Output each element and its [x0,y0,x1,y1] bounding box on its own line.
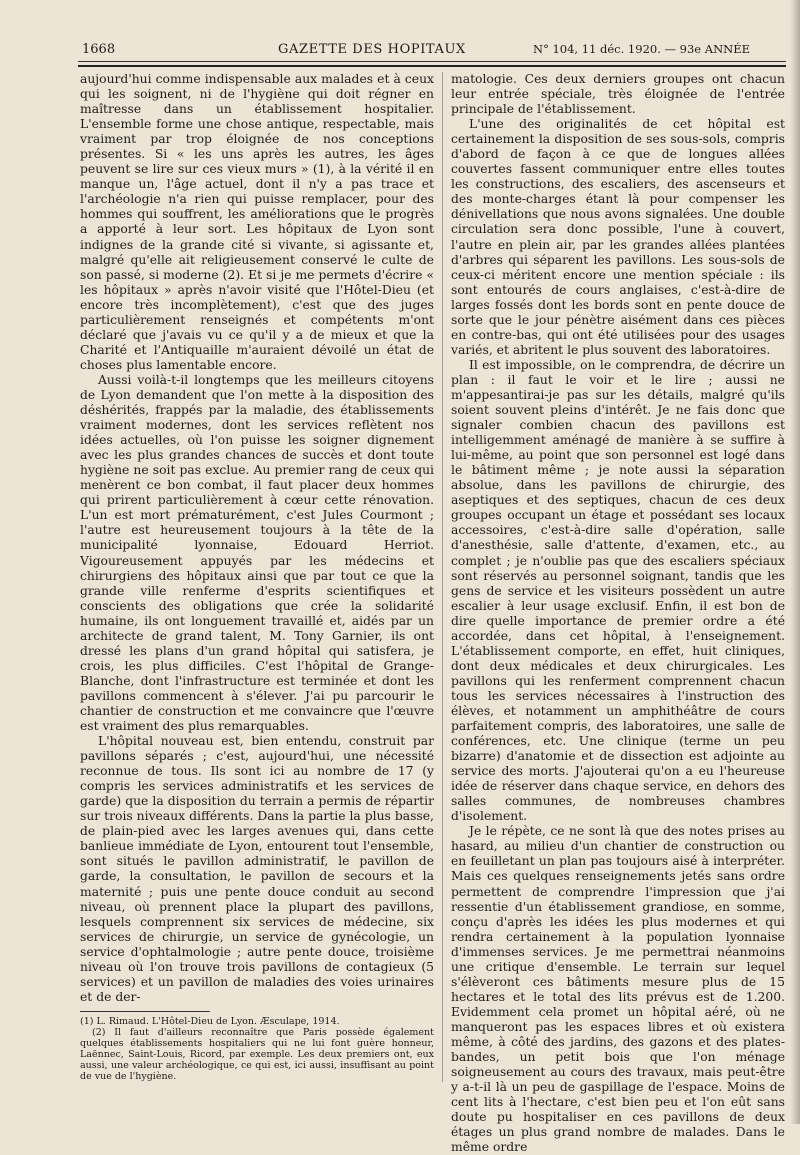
paragraph: Aussi voilà-t-il longtemps que les meilleurs citoyens de Lyon demandent que l'on mette à la disposition des déshérités, frappés par la maladie, des établissements vraiment modernes, dont les services reflètent nos idées actuelles, où l'on puisse les soigner dignement avec les plus grandes chances de succès et dont toute hygiène ne soit pas exclue. Au premier rang de ceux qui menèrent ce bon combat, il faut placer deux hommes qui prirent particulièrement à cœur cette rénovation. L'un est mort prématurément, c'est Jules Courmont ; l'autre est heureusement toujours à la tête de la municipalité lyonnaise, Edouard Herriot. Vigoureusement appuyés par les médecins et chirurgiens des hôpitaux ainsi que par tout ce que la grande ville renferme d'esprits scientifiques et conscients des obligations que crée la solidarité humaine, ils ont longuement travaillé et, aidés par un architecte de grand talent, M. Tony Garnier, ils ont dressé les plans d'un grand hôpital qui satisfera, je crois, les plus difficiles. C'est l'hôpital de Grange-Blanche, dont l'infrastructure est terminée et dont les pavillons commencent à s'élever. J'ai pu parcourir le chantier de construction et me convaincre que l'œuvre est vraiment des plus remarquables. [80,372,434,734]
footnote: (2) Il faut d'ailleurs reconnaître que Paris possède également quelques établissements hospitaliers qui ne lui font guère honneur, Laënnec, Saint-Louis, Ricord, par exemple. Les deux premiers ont, eux aussi, une valeur archéologique, ce qui est, ici aussi, insuffisant au point de vue de l'hygiène. [80,1026,434,1082]
footnote: (1) L. Rimaud. L'Hôtel-Dieu de Lyon. Æsculape, 1914. [80,1015,340,1027]
paragraph: L'hôpital nouveau est, bien entendu, construit par pavillons séparés ; c'est, aujourd'hui, une nécessité reconnue de tous. Ils sont ici au nombre de 17 (y compris les services administratifs et les services de garde) que la disposition du terrain a permis de répartir sur trois niveaux différents. Dans la partie la plus basse, de plain-pied avec les larges avenues qui, dans cette banlieue immédiate de Lyon, entourent tout l'ensemble, sont situés le pavillon administratif, le pavillon de garde, la consultation, le pavillon de secours et la maternité ; puis une pente douce conduit au second niveau, où prennent place la plupart des pavillons, lesquels comprennent six services de médecine, six services de chirurgie, un service de gynécologie, un service d'ophtalmologie ; autre pente douce, troisième niveau où l'on trouve trois pavillons de contagieux (5 services) et un pavillon de maladies des voies urinaires et de der- [80,734,434,1004]
paragraph: Je le répète, ce ne sont là que des notes prises au hasard, au milieu d'un chantier de construction ou en feuilletant un plan pas toujours aisé à interpréter. Mais ces quelques renseignements jetés sans ordre permettent de comprendre l'impression que j'ai ressentie d'un établissement grandiose, en somme, conçu d'après les idées les plus modernes et qui rendra certainement à la population lyonnaise d'immenses services. Je me permettrai néanmoins une critique d'ensemble. Le terrain sur lequel s'élèveront ces bâtiments mesure plus de 15 hectares et le total des lits prévus est de 1.200. Evidemment cela promet un hôpital aéré, où ne manqueront pas les espaces libres et où existera même, à côté des jardins, des gazons et des plates-bandes, un petit bois que l'on ménage soigneusement au cours des travaux, mais peut-être y a-t-il là un peu de gaspillage de l'espace. Moins de cent lits à l'hectare, c'est bien peu et l'on eût sans doute pu hospitaliser en ces pavillons de deux étages un plus grand nombre de malades. Dans le même ordre [451,824,785,1155]
footnote-rule [80,1011,210,1012]
footnotes [80,1016,434,1082]
right-column [451,72,785,1155]
left-column [80,72,434,1082]
issue-info: N° 104, 11 déc. 1920. — 93e ANNÉE [533,42,750,56]
journal-title: GAZETTE DES HOPITAUX [278,42,466,57]
paragraph: L'une des originalités de cet hôpital est certainement la disposition de ses sous-sols, compris d'abord de façon à ce que de longues allées couvertes fassent communiquer entre elles toutes les constructions, des escaliers, des ascenseurs et des monte-charges étant là pour compenser les dénivellations que nous avons signalées. Une double circulation sera donc possible, l'une à couvert, l'autre en plein air, par les grandes allées plantées d'arbres qui séparent les pavillons. Les sous-sols de ceux-ci méritent encore une mention spéciale : ils sont entourés de cours anglaises, c'est-à-dire de larges fossés dont les bords sont en pente douce de sorte que le jour pénètre aisément dans ces pièces en contre-bas, qui ont été utilisées pour des usages variés, et abritent le plus souvent des laboratoires. [451,117,785,357]
page-header [78,38,786,62]
column-divider [442,72,443,1082]
page-edge-shadow [790,0,800,1124]
paragraph: aujourd'hui comme indispensable aux malades et à ceux qui les soignent, ni de l'hygiène qui doit régner en maîtresse dans un établissement hospitalier. L'ensemble forme une chose antique, respectable, mais vraiment par trop éloignée de nos conceptions présentes. Si « les uns après les autres, les âges peuvent se lire sur ces vieux murs » (1), à la vérité il en manque un, l'âge actuel, dont il n'y a pas trace et l'archéologie n'a rien qui puisse remplacer, pour des hommes qui souffrent, les améliorations que le progrès a apporté à leur sort. Les hôpitaux de Lyon sont indignes de la grande cité si vivante, si agissante et, malgré qu'elle ait religieusement conservé le culte de son passé, si moderne (2). Et si je me permets d'écrire « les hôpitaux » après n'avoir visité que l'Hôtel-Dieu (et encore très incomplètement), c'est que des juges particulièrement renseignés et compétents m'ont déclaré que j'avais vu ce qu'il y a de mieux et que la Charité et l'Antiquaille m'auraient dévoilé un état de choses plus lamentable encore. [80,72,434,372]
header-rule [78,61,786,62]
paragraph: Il est impossible, on le comprendra, de décrire un plan : il faut le voir et le lire ; aussi ne m'appesantirai-je pas sur les détails, malgré qu'ils soient souvent pleins d'intérêt. Je ne fais donc que signaler combien chacun des pavillons est intelligemment aménagé de manière à se suffire à lui-même, au point que son personnel est logé dans le bâtiment même ; je note aussi la séparation absolue, dans les pavillons de chirurgie, des aseptiques et des septiques, chacun de ces deux groupes occupant un étage et possédant ses locaux accessoires, c'est-à-dire salle d'opération, salle d'anesthésie, salle d'attente, d'examen, etc., au complet ; je n'oublie pas que des escaliers spéciaux sont réservés au personnel soignant, tandis que les gens de service et les visiteurs possèdent un autre escalier à leur usage exclusif. Enfin, il est bon de dire quelle importance de premier ordre a été accordée, dans cet hôpital, à l'enseignement. L'établissement comporte, en effet, huit cliniques, dont deux médicales et deux chirurgicales. Les pavillons qui les renferment comprennent chacun tous les services nécessaires à l'instruction des élèves, et notamment un amphithéâtre de cours parfaitement compris, des laboratoires, une salle de conférences, etc. Une clinique (terme un peu bizarre) d'anatomie et de dissection est adjointe au service des morts. J'ajouterai qu'on a eu l'heureuse idée de réserver dans chaque service, en dehors des salles communes, de nombreuses chambres d'isolement. [451,357,785,824]
header-rule-thick [78,65,786,67]
paragraph: matologie. Ces deux derniers groupes ont chacun leur entrée spéciale, très éloignée de l'entrée principale de l'établissement. [451,72,785,117]
page-number: 1668 [82,42,116,57]
